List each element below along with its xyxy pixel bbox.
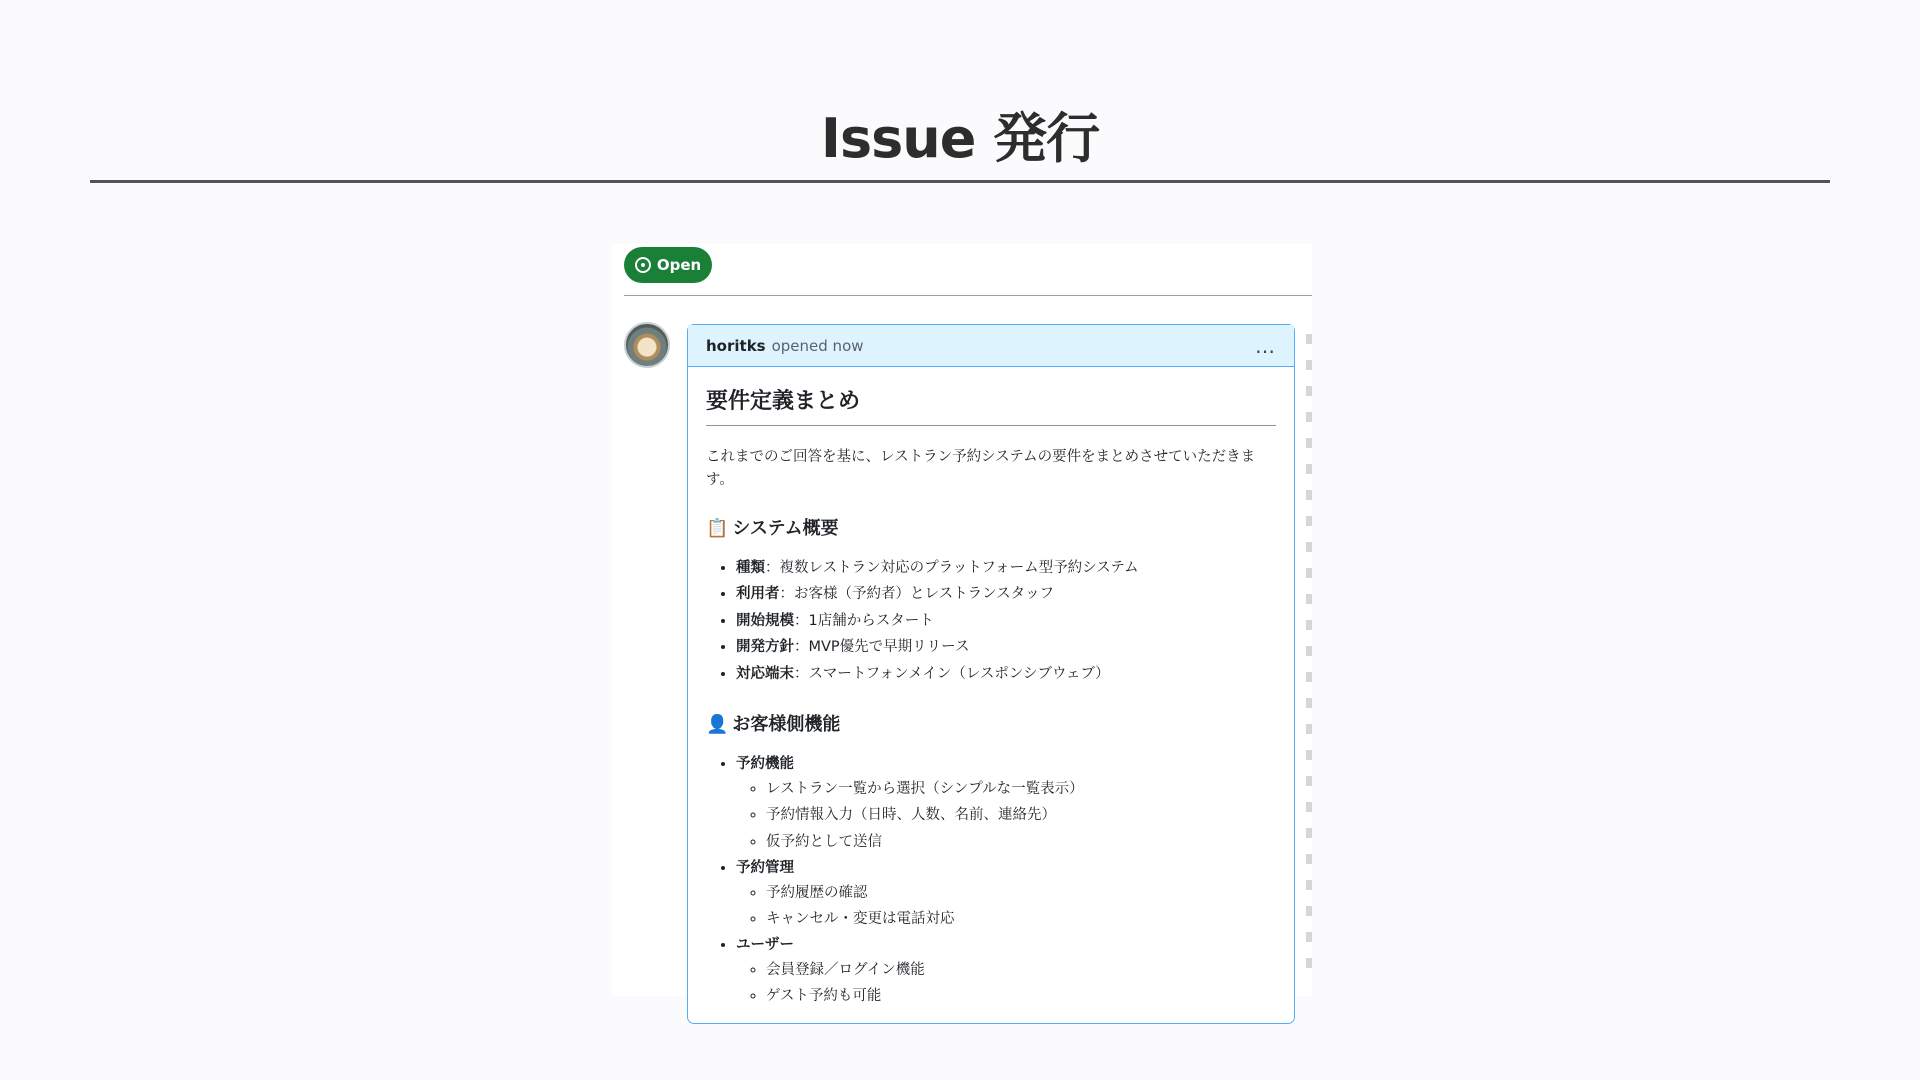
opened-timestamp: opened now bbox=[771, 336, 864, 355]
list-item: ◦ 予約履歴の確認 bbox=[766, 882, 1276, 904]
intro-text: これまでのご回答を基に、レストラン予約システムの要件をまとめさせていただきます。 bbox=[706, 449, 1256, 488]
comment-header bbox=[688, 325, 1294, 367]
list-item: ◦ レストラン一覧から選択（シンプルな一覧表示） bbox=[766, 778, 1276, 800]
issue-heading: 要件定義まとめ bbox=[706, 385, 1276, 426]
list-item: • ユーザー ◦ 会員登録／ログイン機能 ◦ ゲスト予約も可能 bbox=[736, 934, 1276, 1007]
list-item: • 種類：複数レストラン対応のプラットフォーム型予約システム bbox=[736, 557, 1276, 579]
section-heading-customer-features: 👤 お客様側機能 bbox=[706, 711, 1276, 739]
list-item: • 対応端末：スマートフォンメイン（レスポンシブウェブ） bbox=[736, 663, 1276, 685]
list-item: • 予約管理 ◦ 予約履歴の確認 ◦ キャンセル・変更は電話対応 bbox=[736, 857, 1276, 930]
list-item: ◦ ゲスト予約も可能 bbox=[766, 985, 1276, 1007]
list-item: • 予約機能 ◦ レストラン一覧から選択（シンプルな一覧表示） ◦ 予約情報入力（日時、人数、名前、連絡先） ◦ 仮予約として送信 bbox=[736, 753, 1276, 853]
user-icon: 👤 bbox=[706, 714, 729, 736]
slide-title: Issue 発行 bbox=[820, 107, 1100, 170]
list-item: ◦ 会員登録／ログイン機能 bbox=[766, 959, 1276, 981]
comment-body bbox=[688, 367, 1294, 1052]
section-heading-system-overview: 📋 システム概要 bbox=[706, 515, 1276, 543]
list-item: • 開始規模：1店舗からスタート bbox=[736, 610, 1276, 632]
clipboard-icon: 📋 bbox=[706, 518, 729, 540]
list-item: • 利用者：お客様（予約者）とレストランスタッフ bbox=[736, 583, 1276, 605]
title-divider bbox=[90, 180, 1830, 183]
issue-screenshot bbox=[612, 244, 1312, 1005]
list-item: ◦ 予約情報入力（日時、人数、名前、連絡先） bbox=[766, 804, 1276, 826]
cropped-sidebar-edge bbox=[1306, 334, 1312, 984]
list-item: • 開発方針：MVP優先で早期リリース bbox=[736, 636, 1276, 658]
issue-comment bbox=[687, 324, 1295, 1024]
customer-features-list bbox=[706, 753, 1276, 1008]
system-overview-list bbox=[706, 557, 1276, 685]
more-options-icon[interactable]: … bbox=[1255, 333, 1276, 358]
issue-opened-icon bbox=[635, 257, 651, 273]
issue-status-badge bbox=[624, 247, 712, 283]
author-link[interactable]: horitks bbox=[706, 336, 766, 355]
list-item: ◦ キャンセル・変更は電話対応 bbox=[766, 908, 1276, 930]
header-divider bbox=[624, 295, 1312, 296]
avatar[interactable] bbox=[624, 322, 670, 368]
issue-status-label: Open bbox=[656, 256, 702, 274]
list-item: ◦ 仮予約として送信 bbox=[766, 831, 1276, 853]
